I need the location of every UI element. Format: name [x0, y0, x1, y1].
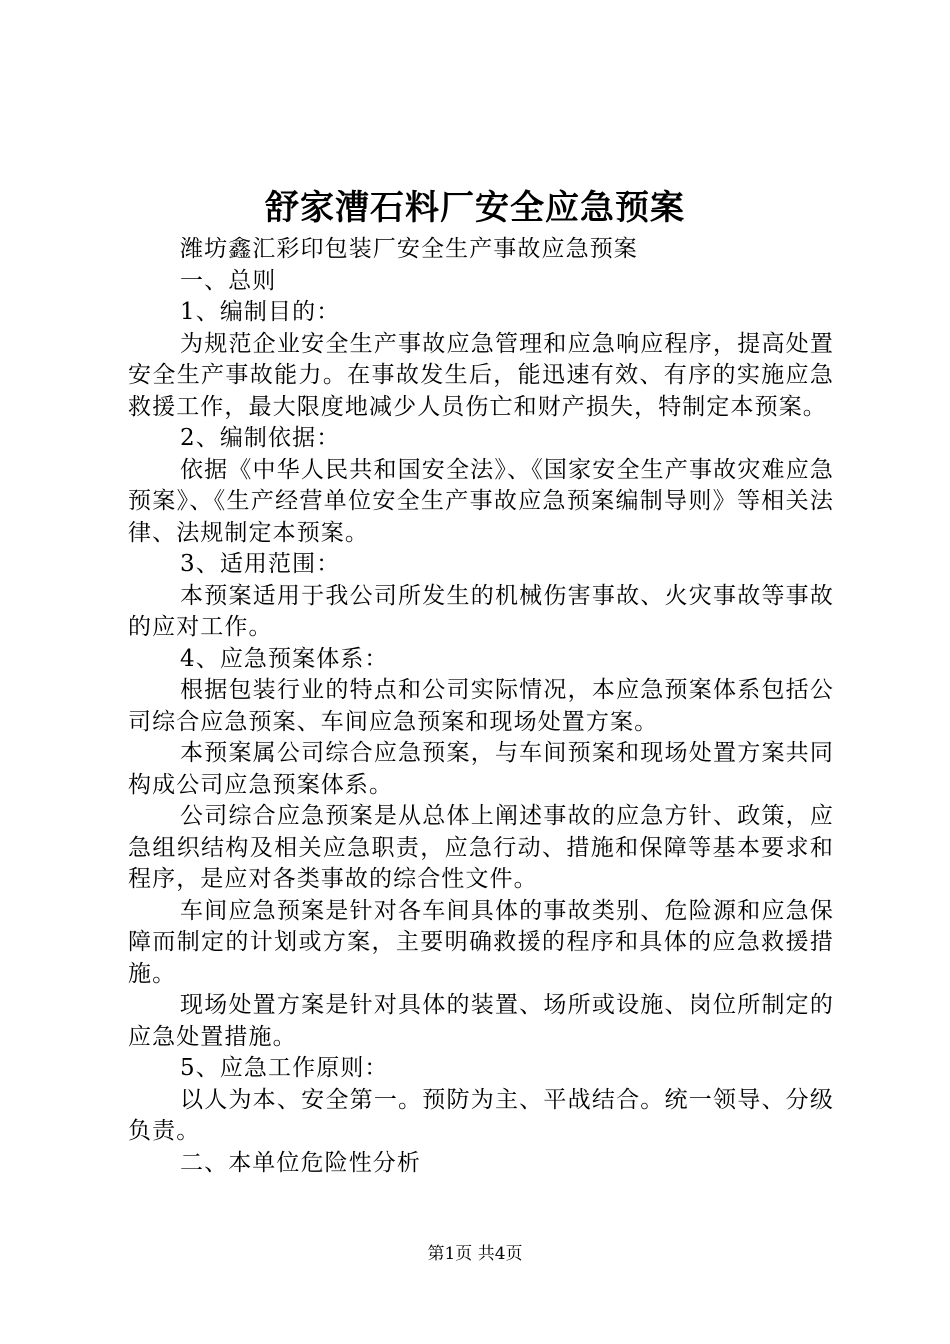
- subsection-heading: 3、适用范围：: [180, 551, 341, 577]
- paragraph: 公司综合应急预案是从总体上阐述事故的应急方针、政策，应急组织结构及相关应急职责，应急行动、措施和保障等基本要求和程序，是应对各类事故的综合性文件。: [128, 803, 834, 892]
- document-body: [128, 234, 834, 1179]
- subsection-heading: 4、应急预案体系：: [180, 645, 389, 672]
- paragraph: 本预案属公司综合应急预案，与车间预案和现场处置方案共同构成公司应急预案体系。: [128, 740, 834, 798]
- section-heading: 一、总则: [180, 267, 277, 294]
- document-title: 舒家漕石料厂安全应急预案: [265, 188, 685, 228]
- section-heading: 二、本单位危险性分析: [180, 1149, 421, 1176]
- paragraph: 根据包装行业的特点和公司实际情况，本应急预案体系包括公司综合应急预案、车间应急预案和现场处置方案。: [128, 677, 834, 735]
- paragraph: 本预案适用于我公司所发生的机械伤害事故、火灾事故等事故的应对工作。: [128, 582, 834, 640]
- paragraph: 为规范企业安全生产事故应急管理和应急响应程序，提高处置安全生产事故能力。在事故发生后，能迅速有效、有序的实施应急救援工作，最大限度地减少人员伤亡和财产损失，特制定本预案。: [128, 330, 834, 420]
- subsection-heading: 2、编制依据：: [180, 425, 341, 451]
- subsection-heading: 5、应急工作原则：: [180, 1055, 389, 1081]
- paragraph: 潍坊鑫汇彩印包装厂安全生产事故应急预案: [180, 236, 638, 262]
- paragraph: 现场处置方案是针对具体的装置、场所或设施、岗位所制定的应急处置措施。: [128, 992, 834, 1050]
- page-footer: 第1页 共4页: [427, 1244, 523, 1264]
- paragraph: 车间应急预案是针对各车间具体的事故类别、危险源和应急保障而制定的计划或方案，主要明确救援的程序和具体的应急救援措施。: [128, 897, 834, 987]
- subsection-heading: 1、编制目的：: [180, 299, 341, 325]
- paragraph: 依据《中华人民共和国安全法》、《国家安全生产事故灾难应急预案》、《生产经营单位安全生产事故应急预案编制导则》等相关法律、法规制定本预案。: [128, 456, 834, 546]
- paragraph: 以人为本、安全第一。预防为主、平战结合。统一领导、分级负责。: [128, 1086, 834, 1144]
